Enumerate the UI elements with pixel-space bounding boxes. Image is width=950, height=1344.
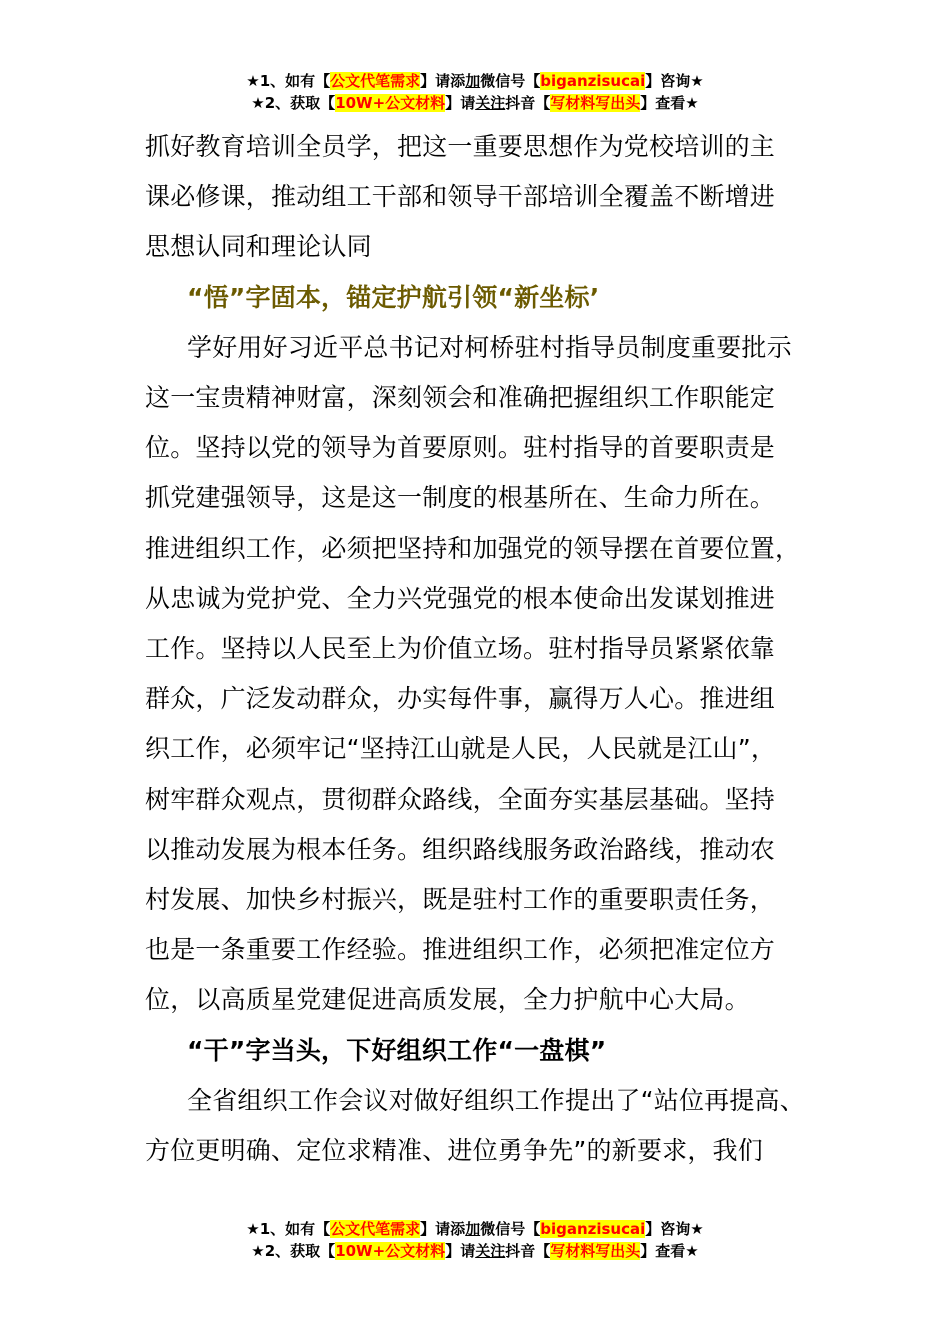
banner-underline: 加 [465,1220,481,1238]
text-line: 抓党建强领导，这是这一制度的根基所在、生命力所在。 [145,483,776,513]
text-line: 全省组织工作会议对做好组织工作提出了“站位再提高、 [187,1085,805,1115]
banner-text: 】请添 [420,1220,466,1238]
banner-text: 】查看★ [640,94,699,112]
text-line: 树牢群众观点，贯彻群众路线，全面夯实基层基础。坚持 [145,784,776,814]
text-line: 推进组织工作，必须把坚持和加强党的领导摆在首要位置， [145,533,801,563]
banner-text: 】咨询★ [645,72,704,90]
banner-text: 抖音【 [505,94,551,112]
banner-text: 抖音【 [505,1242,551,1260]
text-line: 群众，广泛发动群众，办实每件事，赢得万人心。推进组 [145,684,776,714]
text-line: 也是一条重要工作经验。推进组织工作，必须把准定位方 [145,935,776,965]
paragraph-3 [145,1076,825,1176]
text-line: 学好用好习近平总书记对柯桥驻村指导员制度重要批示 [187,332,792,362]
banner-text: ★2、获取【 [251,94,336,112]
banner-text: 】请 [445,1242,476,1260]
banner-highlight: 10W+公文材料 [335,1242,446,1260]
paragraph-1 [145,122,825,273]
banner-highlight: 写材料写出头 [550,94,641,112]
banner-text: 微信号【 [480,72,541,90]
text-line: 思想认同和理论认同 [145,232,372,262]
banner-line-2 [0,1240,950,1262]
banner-underline: 关注 [475,94,506,112]
banner-highlight: 公文代笔需求 [330,1220,421,1238]
text-line: 工作。坚持以人民至上为价值立场。驻村指导员紧紧依靠 [145,634,776,664]
section-heading-2: “干”字当头，下好组织工作“一盘棋” [187,1035,607,1065]
text-line: 村发展、加快乡村振兴，既是驻村工作的重要职责任务， [145,885,776,915]
text-line: 这一宝贵精神财富，深刻领会和准确把握组织工作职能定 [145,383,776,413]
text-line: 位。坚持以党的领导为首要原则。驻村指导的首要职责是 [145,433,776,463]
banner-text: 】请 [445,94,476,112]
banner-line-1 [0,1218,950,1240]
banner-text: 】请添 [420,72,466,90]
banner-underline: 加 [465,72,481,90]
text-line: 位，以高质星党建促进高质发展，全力护航中心大局。 [145,985,750,1015]
banner-line-1 [0,70,950,92]
text-line: 课必修课，推动组工干部和领导干部培训全覆盖不断增进 [145,182,776,212]
banner-line-2 [0,92,950,114]
document-body [145,122,825,1176]
banner-text: ★1、如有【 [246,72,331,90]
banner-highlight: biganzisucai [540,72,646,90]
banner-text: ★1、如有【 [246,1220,331,1238]
text-line: 抓好教育培训全员学，把这一重要思想作为党校培训的主 [145,132,776,161]
banner-highlight: biganzisucai [540,1220,646,1238]
banner-text: 微信号【 [480,1220,541,1238]
header-banner [0,70,950,114]
footer-banner [0,1218,950,1262]
paragraph-2 [145,323,825,1026]
section-heading-1: “悟”字固本，锚定护航引领“新坐标’ [187,282,600,312]
text-line: 从忠诚为党护党、全力兴党强党的根本使命出发谋划推进 [145,583,776,613]
text-line: 以推动发展为根本任务。组织路线服务政治路线，推动农 [145,834,776,864]
text-line: 织工作，必须牢记“坚持江山就是人民，人民就是江山”， [145,734,777,764]
banner-highlight: 写材料写出头 [550,1242,641,1260]
banner-text: 】查看★ [640,1242,699,1260]
text-line: 方位更明确、定位求精准、进位勇争先”的新要求，我们 [145,1136,763,1166]
banner-text: 】咨询★ [645,1220,704,1238]
banner-highlight: 公文代笔需求 [330,72,421,90]
banner-highlight: 10W+公文材料 [335,94,446,112]
banner-text: ★2、获取【 [251,1242,336,1260]
banner-underline: 关注 [475,1242,506,1260]
